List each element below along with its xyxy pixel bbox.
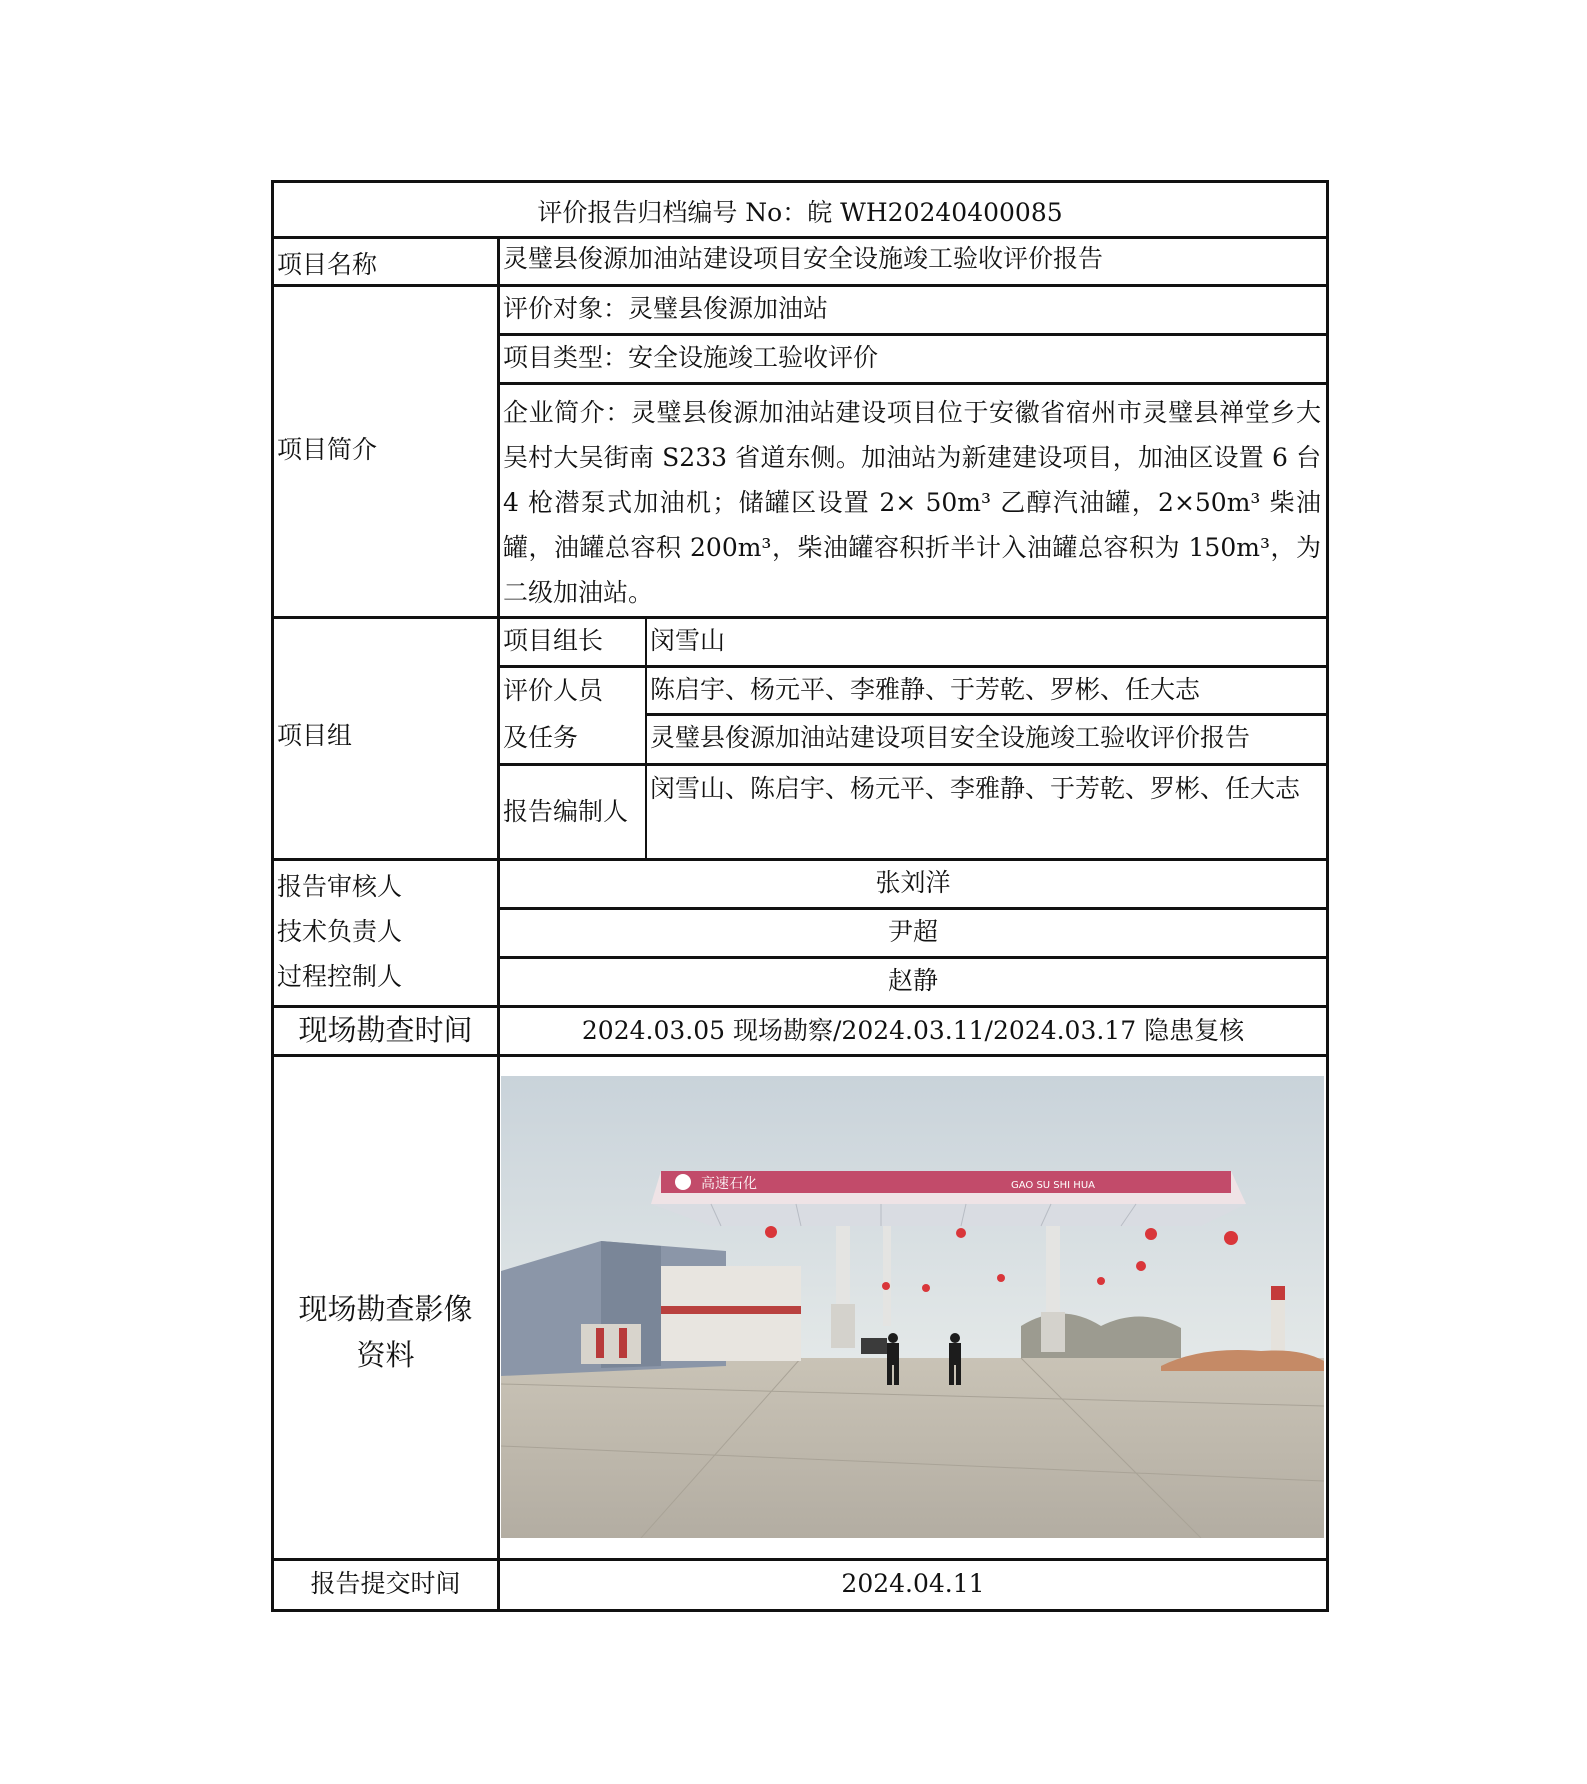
reviewer-value: 张刘洋	[875, 868, 951, 897]
parked-car	[861, 1338, 887, 1354]
leader-label: 项目组长	[503, 626, 604, 655]
process-controller-label: 过程控制人	[277, 962, 403, 991]
row-divider	[499, 382, 1326, 385]
canopy-sign-chinese: 高速石化	[701, 1176, 757, 1192]
project-type: 项目类型：安全设施竣工验收评价	[503, 343, 879, 372]
report-archive-table	[271, 180, 1329, 1612]
canopy-sign-pinyin: GAO SU SHI HUA	[1011, 1180, 1095, 1191]
company-intro: 企业简介：灵璧县俊源加油站建设项目位于安徽省宿州市灵璧县禅堂乡大吴村大吴街南 S233 省道东侧。加油站为新建建设项目，加油区设置 6 台 4 枪潜泵式加油机；储罐区设置 2× 50m³ 乙醇汽油罐，2×50m³ 柴油罐，油罐总容积 200m³，柴油罐容积折半计入油罐总容积为 150m³，为二级加油站。	[503, 398, 1321, 607]
intro-label: 项目简介	[277, 435, 378, 464]
process-controller-value: 赵静	[887, 966, 938, 995]
survey-time-value: 2024.03.05 现场勘察/2024.03.11/2024.03.17 隐患复核	[581, 1016, 1245, 1045]
site-survey-photo	[501, 1076, 1324, 1538]
submit-time-label: 报告提交时间	[310, 1569, 461, 1598]
row-divider	[274, 1054, 1326, 1057]
archive-number: 评价报告归档编号 No：皖 WH20240400085	[537, 198, 1063, 227]
survey-images-label-line2: 资料	[356, 1338, 415, 1372]
task-value: 灵璧县俊源加油站建设项目安全设施竣工验收评价报告	[650, 723, 1251, 752]
survey-time-label: 现场勘查时间	[298, 1013, 473, 1047]
eval-object: 评价对象：灵璧县俊源加油站	[503, 294, 829, 323]
tech-lead-label: 技术负责人	[277, 917, 403, 946]
evaluators-value: 陈启宇、杨元平、李雅静、于芳乾、罗彬、任大志	[650, 675, 1201, 704]
reviewer-label: 报告审核人	[277, 872, 403, 901]
project-name-label: 项目名称	[277, 250, 378, 279]
submit-time-value: 2024.04.11	[841, 1569, 985, 1598]
survey-images-label-line1: 现场勘查影像	[298, 1292, 473, 1326]
evaluators-label-line2: 及任务	[503, 723, 579, 752]
tech-lead-value: 尹超	[887, 917, 938, 946]
fuel-island	[1041, 1312, 1065, 1352]
fuel-dispenser	[581, 1324, 641, 1364]
row-divider	[274, 1558, 1326, 1561]
compilers-value: 闵雪山、陈启宇、杨元平、李雅静、于芳乾、罗彬、任大志	[650, 774, 1301, 803]
row-divider	[274, 616, 1326, 619]
forecourt-ground	[501, 1358, 1324, 1538]
team-label: 项目组	[277, 721, 353, 750]
evaluators-label-line1: 评价人员	[503, 676, 604, 705]
project-name-value: 灵璧县俊源加油站建设项目安全设施竣工验收评价报告	[503, 244, 1104, 273]
compilers-label: 报告编制人	[503, 797, 629, 826]
leader-value: 闵雪山	[650, 626, 726, 655]
fuel-island	[831, 1304, 855, 1348]
